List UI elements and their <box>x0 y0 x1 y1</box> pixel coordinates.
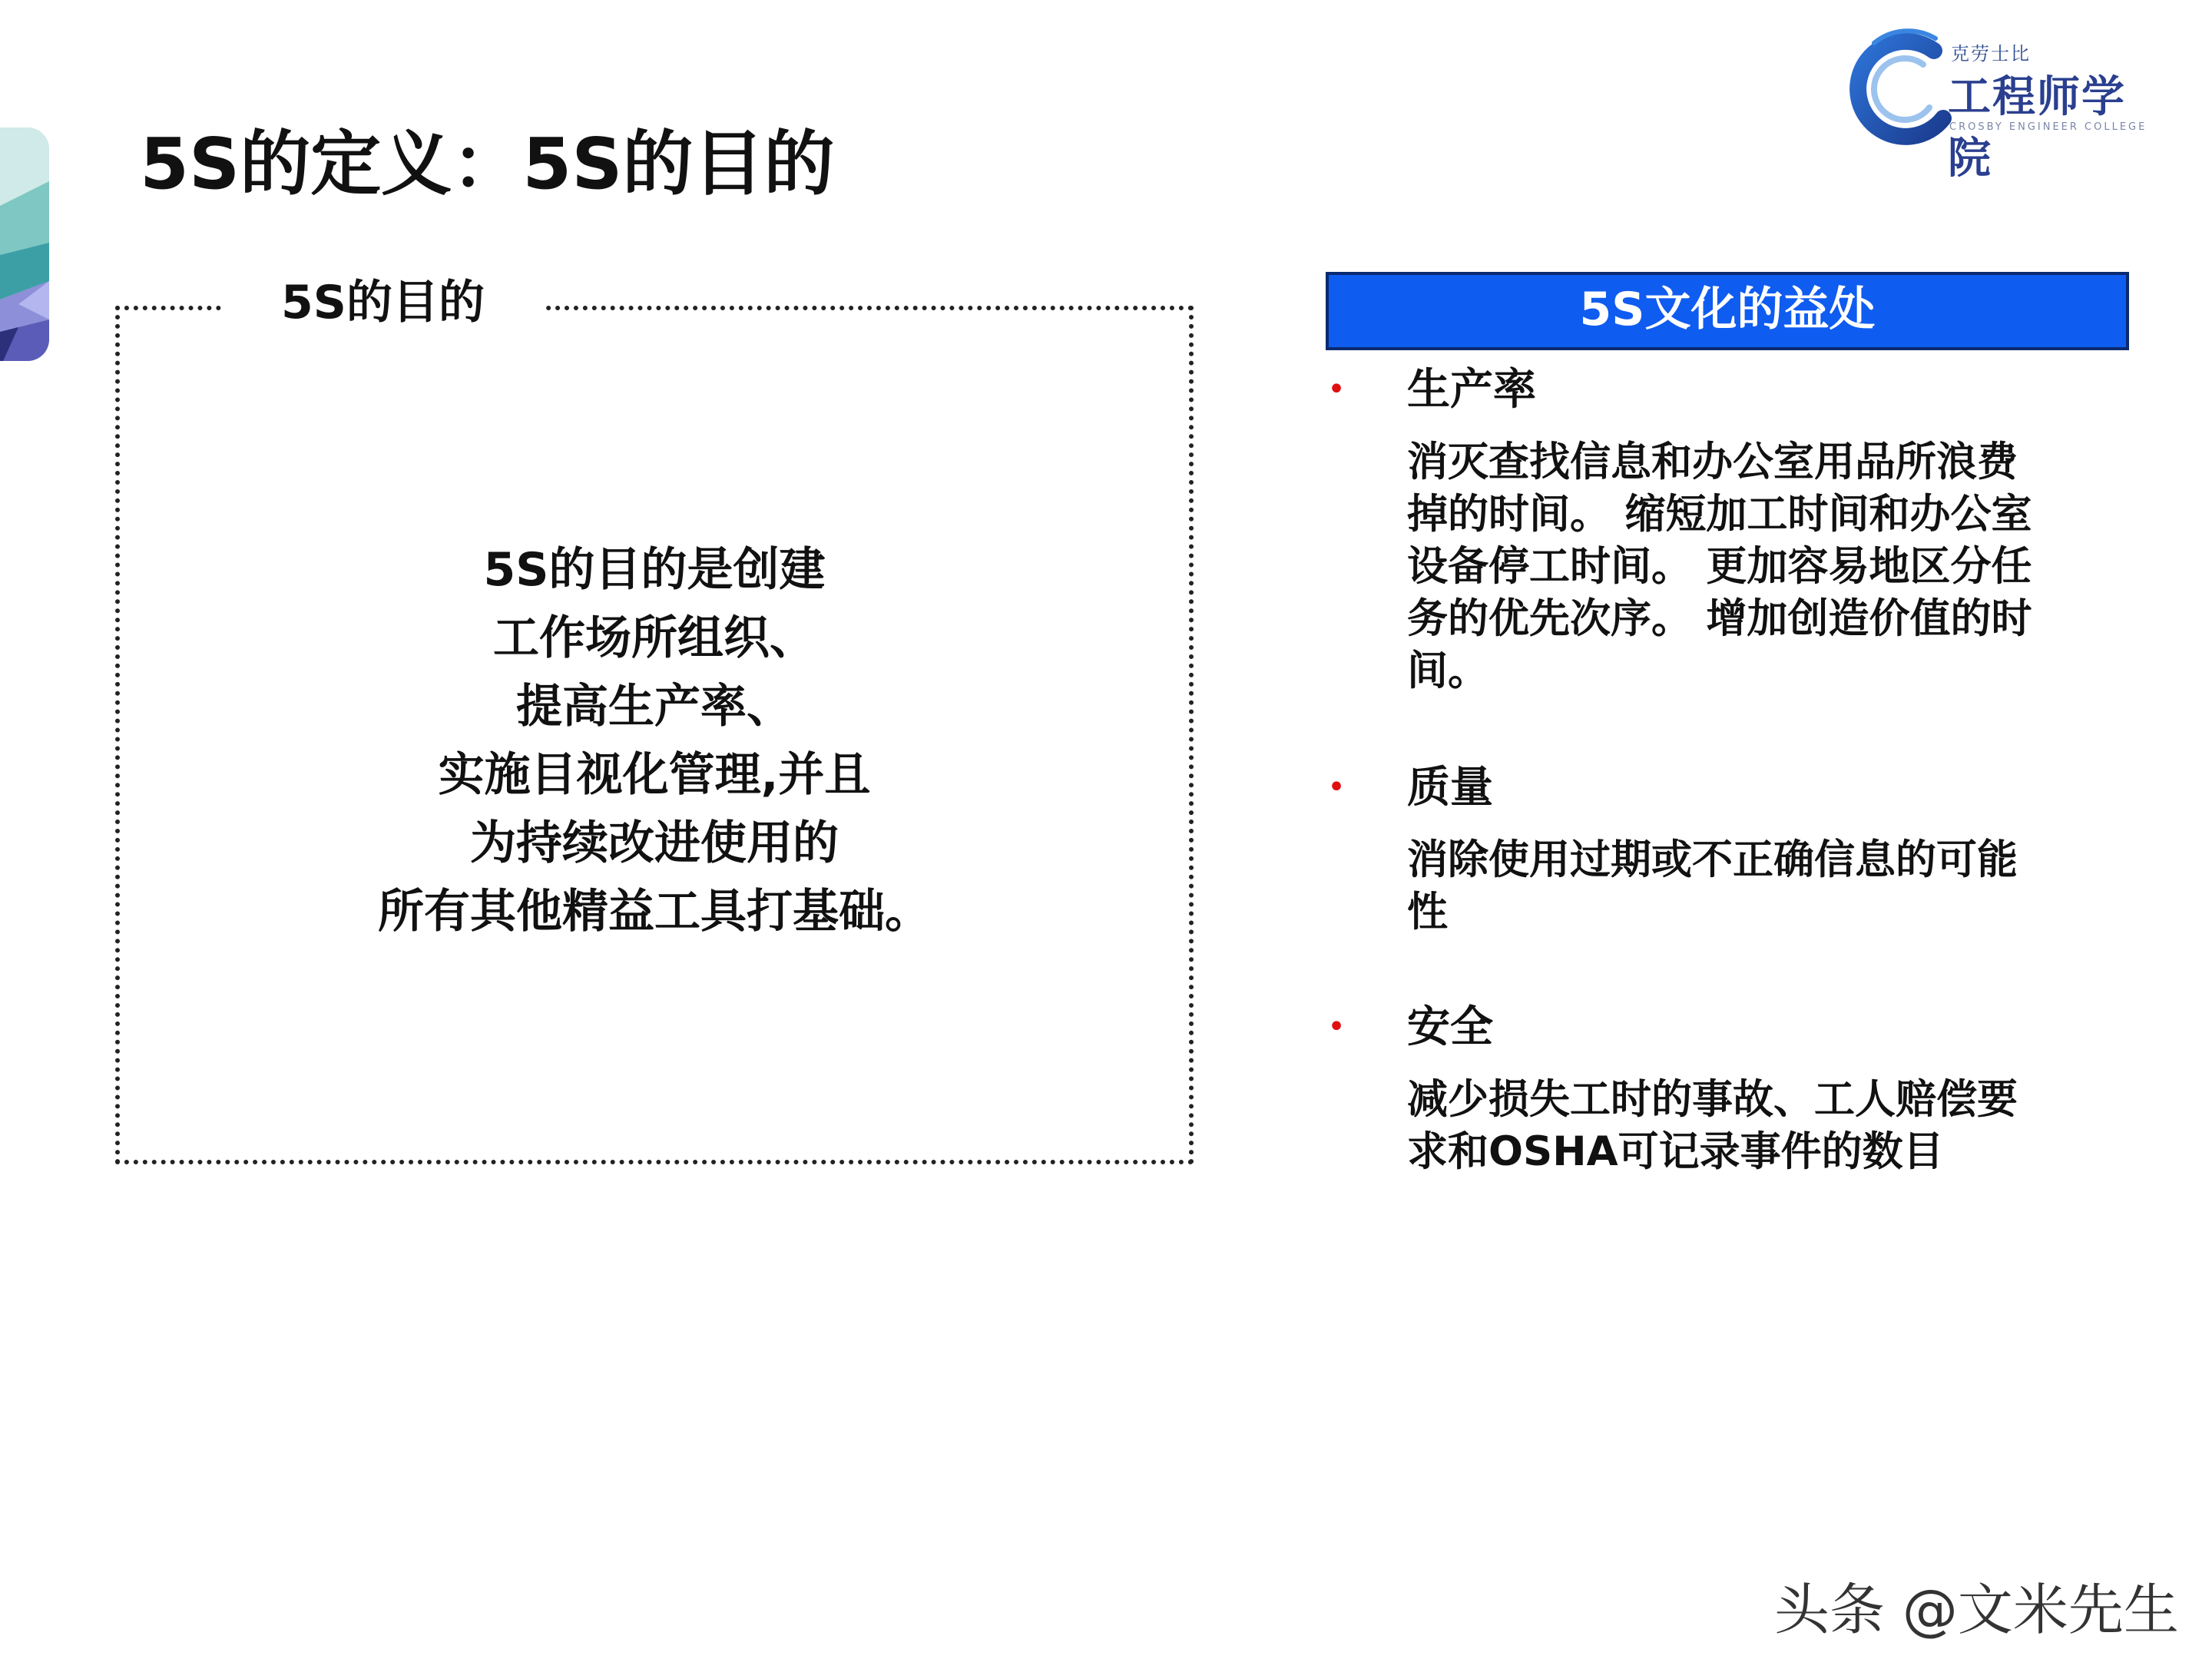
purpose-text <box>115 536 1194 946</box>
benefit-desc-line: 设备停工时间。 更加容易地区分任 <box>1407 543 2032 590</box>
bullet-icon: • <box>1327 770 1346 805</box>
benefit-heading: 生产率 <box>1407 365 1536 415</box>
watermark: 头条 @文米先生 <box>1774 1578 2179 1642</box>
logo-small-text: 克劳士比 <box>1951 43 2031 65</box>
bullet-icon: • <box>1327 372 1346 407</box>
logo-main-text: 工程师学院 <box>1948 72 2126 184</box>
purpose-line: 提高生产率、 <box>516 680 793 733</box>
purpose-label: 5S的目的 <box>224 266 545 332</box>
benefit-desc-line: 性 <box>1407 889 1448 935</box>
benefit-desc-line: 掉的时间。 缩短加工时间和办公室 <box>1407 491 2032 538</box>
benefits-header: 5S文化的益处 <box>1326 272 2129 350</box>
purpose-line: 工作场所组织、 <box>493 611 816 665</box>
purpose-line: 所有其他精益工具打基础。 <box>378 885 931 939</box>
benefit-heading: 安全 <box>1407 1002 1493 1052</box>
benefit-desc-line: 求和OSHA可记录事件的数目 <box>1407 1128 1944 1175</box>
bullet-icon: • <box>1327 1009 1346 1045</box>
purpose-line: 实施目视化管理,并且 <box>438 748 871 802</box>
benefit-desc-line: 务的优先次序。 增加创造价值的时 <box>1407 595 2032 642</box>
benefit-desc-line: 消除使用过期或不正确信息的可能 <box>1407 836 2018 883</box>
benefit-description <box>1407 436 2032 697</box>
benefit-description <box>1407 834 2018 939</box>
page-title: 5S的定义：5S的目的 <box>140 123 835 205</box>
benefit-desc-line: 减少损失工时的事故、工人赔偿要 <box>1407 1076 2018 1123</box>
purpose-line: 5S的目的是创建 <box>483 543 826 597</box>
decorative-side-tab <box>0 127 49 361</box>
logo-english-text: CROSBY ENGINEER COLLEGE <box>1949 121 2147 133</box>
benefit-description <box>1407 1074 2018 1178</box>
crosby-logo <box>1843 28 2166 184</box>
purpose-line: 为持续改进使用的 <box>470 816 839 870</box>
benefit-desc-line: 间。 <box>1407 647 1488 694</box>
benefit-desc-line: 消灭查找信息和办公室用品所浪费 <box>1407 439 2018 485</box>
benefit-heading: 质量 <box>1407 763 1493 813</box>
